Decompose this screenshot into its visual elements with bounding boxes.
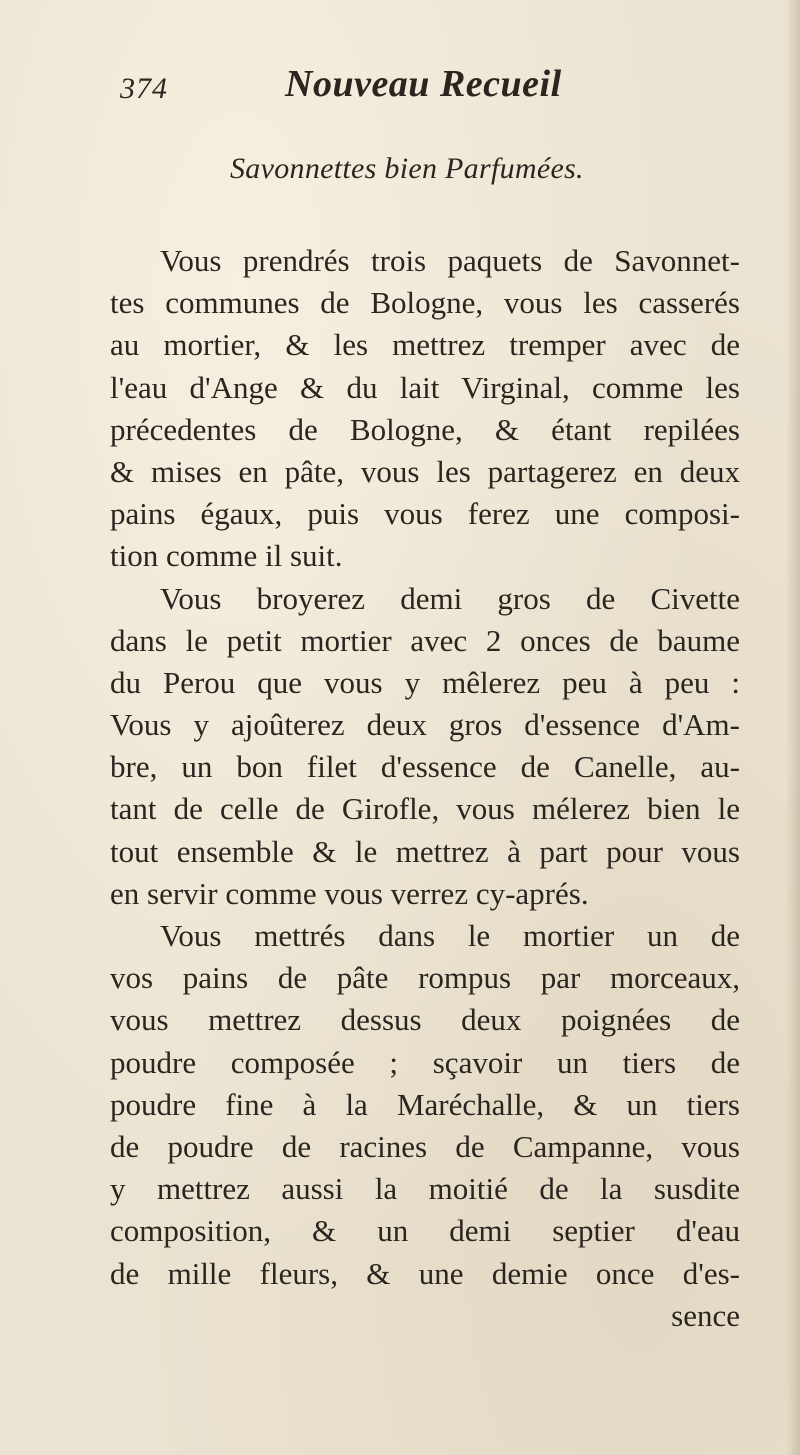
text-line: vos pains de pâte rompus par morceaux, xyxy=(110,960,740,996)
text-line: de poudre de racines de Campanne, vous xyxy=(110,1128,740,1164)
text-line: dans le petit mortier avec 2 onces de baume xyxy=(110,622,740,658)
running-title: Nouveau Recueil xyxy=(285,63,562,105)
text-line: tion comme il suit. xyxy=(110,538,343,574)
text-line: tant de celle de Girofle, vous mélerez bien le xyxy=(110,791,740,827)
text-line: bre, un bon filet d'essence de Canelle, au- xyxy=(110,749,740,785)
text-line: vous mettrez dessus deux poignées de xyxy=(110,1002,740,1038)
text-line: poudre composée ; sçavoir un tiers de xyxy=(110,1044,740,1080)
text-line: en servir comme vous verrez cy-aprés. xyxy=(110,875,589,911)
text-line: du Perou que vous y mêlerez peu à peu : xyxy=(110,664,740,700)
catchword: sence xyxy=(671,1297,740,1333)
page-number: 374 xyxy=(120,72,168,105)
text-line: de mille fleurs, & une demie once d'es- xyxy=(110,1255,740,1291)
text-line: précedentes de Bologne, & étant repilées xyxy=(110,411,740,447)
text-line: tes communes de Bologne, vous les casserés xyxy=(110,285,740,321)
text-line: l'eau d'Ange & du lait Virginal, comme les xyxy=(110,369,740,405)
text-line: y mettrez aussi la moitié de la susdite xyxy=(110,1171,740,1207)
body-text xyxy=(110,240,740,1337)
text-line: composition, & un demi septier d'eau xyxy=(110,1213,740,1249)
text-line: poudre fine à la Maréchalle, & un tiers xyxy=(110,1086,740,1122)
page-edge-shadow xyxy=(786,0,800,1455)
section-title: Savonnettes bien Parfumées. xyxy=(230,152,584,185)
text-line: Vous y ajoûterez deux gros d'essence d'Am- xyxy=(110,707,740,743)
text-line: Vous prendrés trois paquets de Savonnet- xyxy=(160,243,740,278)
text-line: Vous mettrés dans le mortier un de xyxy=(160,918,740,953)
text-line: au mortier, & les mettrez tremper avec de xyxy=(110,327,740,363)
text-line: Vous broyerez demi gros de Civette xyxy=(160,580,740,616)
text-line: pains égaux, puis vous ferez une composi- xyxy=(110,496,740,532)
text-line: tout ensemble & le mettrez à part pour vous xyxy=(110,833,740,869)
text-line: & mises en pâte, vous les partagerez en deux xyxy=(110,453,740,489)
page-header xyxy=(120,62,680,112)
